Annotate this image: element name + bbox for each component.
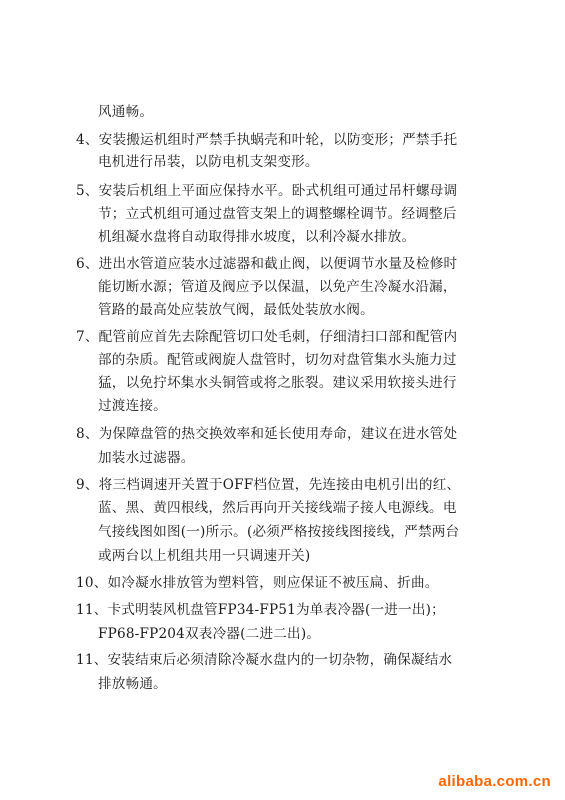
list-item-11a-line-2: FP68-FP204双表冷器(二进二出)。 — [98, 626, 321, 642]
list-item-6-line-1 — [76, 256, 457, 273]
list-item-8-line-2: 加装水过滤器。 — [98, 450, 195, 466]
list-item-number: 5、 — [76, 183, 99, 199]
list-item-4-line-2: 电机进行吊装，以防电机支架变形。 — [98, 154, 319, 170]
list-item-11b-line-1 — [76, 652, 452, 669]
list-item-number: 8、 — [76, 426, 99, 442]
list-item-text: 将三档调速开关置于OFF档位置，先连接由电机引出的红、 — [98, 477, 461, 493]
list-item-text: 卡式明装风机盘管FP34-FP51为单表冷器(一进一出)； — [107, 602, 445, 618]
list-item-number: 10、 — [76, 575, 108, 591]
list-item-text: 安装搬运机组时严禁手执蜗壳和叶轮，以防变形；严禁手托 — [98, 132, 458, 148]
list-item-number: 4、 — [76, 132, 99, 148]
list-item-7-line-3: 猛，以免拧坏集水头铜管或将之胀裂。建议采用软接头进行 — [98, 375, 457, 391]
list-item-7-line-2: 部的杂质。配管或阀旋人盘管时，切勿对盘管集水头施力过 — [98, 352, 457, 368]
list-item-text: 为保障盘管的热交换效率和延长使用寿命，建议在进水管处 — [98, 426, 458, 442]
list-item-6-line-2: 能切断水源；管道及阀应予以保温，以免产生冷凝水沿漏， — [98, 279, 457, 295]
list-item-text: 进出水管道应装水过滤器和截止阀，以便调节水量及检修时 — [98, 256, 458, 272]
list-item-text: 如冷凝水排放管为塑料管，则应保证不被压扁、折曲。 — [107, 575, 439, 591]
list-item-6-line-3: 管路的最高处应装放气阀，最低处装放水阀。 — [98, 302, 374, 318]
list-item-9-line-2: 蓝、黑、黄四根线，然后再向开关接线端子接人电源线。电 — [98, 500, 457, 516]
list-item-text: 安装后机组上平面应保持水平。卧式机组可通过吊杆螺母调 — [98, 183, 458, 199]
list-item-number: 9、 — [76, 477, 99, 493]
list-item-number: 11、 — [76, 652, 108, 668]
list-item-10-line-1 — [76, 575, 439, 592]
list-item-9-line-4: 或两台以上机组共用一只调速开关) — [98, 548, 311, 564]
list-item-11a-line-1 — [76, 602, 445, 619]
list-item-text: 配管前应首先去除配管切口处毛刺，仔细清扫口部和配管内 — [98, 329, 458, 345]
list-item-number: 6、 — [76, 256, 99, 272]
list-item-7-line-1 — [76, 329, 457, 346]
list-item-8-line-1 — [76, 426, 457, 443]
list-item-number: 11、 — [76, 602, 108, 618]
list-item-4-line-1 — [76, 132, 457, 149]
list-item-9-line-1 — [76, 477, 460, 494]
list-item-11b-line-2: 排放畅通。 — [98, 676, 167, 692]
watermark-logo: alibaba.com.cn — [438, 773, 551, 790]
intro-continuation: 风通畅。 — [98, 104, 154, 120]
list-item-9-line-3: 气接线图如图(一)所示。(必须严格按接线图接线，严禁两台 — [98, 524, 460, 540]
list-item-5-line-1 — [76, 183, 457, 200]
list-item-number: 7、 — [76, 329, 99, 345]
list-item-5-line-2: 节；立式机组可通过盘管支架上的调整螺栓调节。经调整后 — [98, 206, 457, 222]
list-item-7-line-4: 过渡连接。 — [98, 398, 167, 414]
list-item-text: 安装结束后必须清除冷凝水盘内的一切杂物，确保凝结水 — [107, 652, 453, 668]
list-item-5-line-3: 机组凝水盘将自动取得排水坡度，以利冷凝水排放。 — [98, 229, 416, 245]
